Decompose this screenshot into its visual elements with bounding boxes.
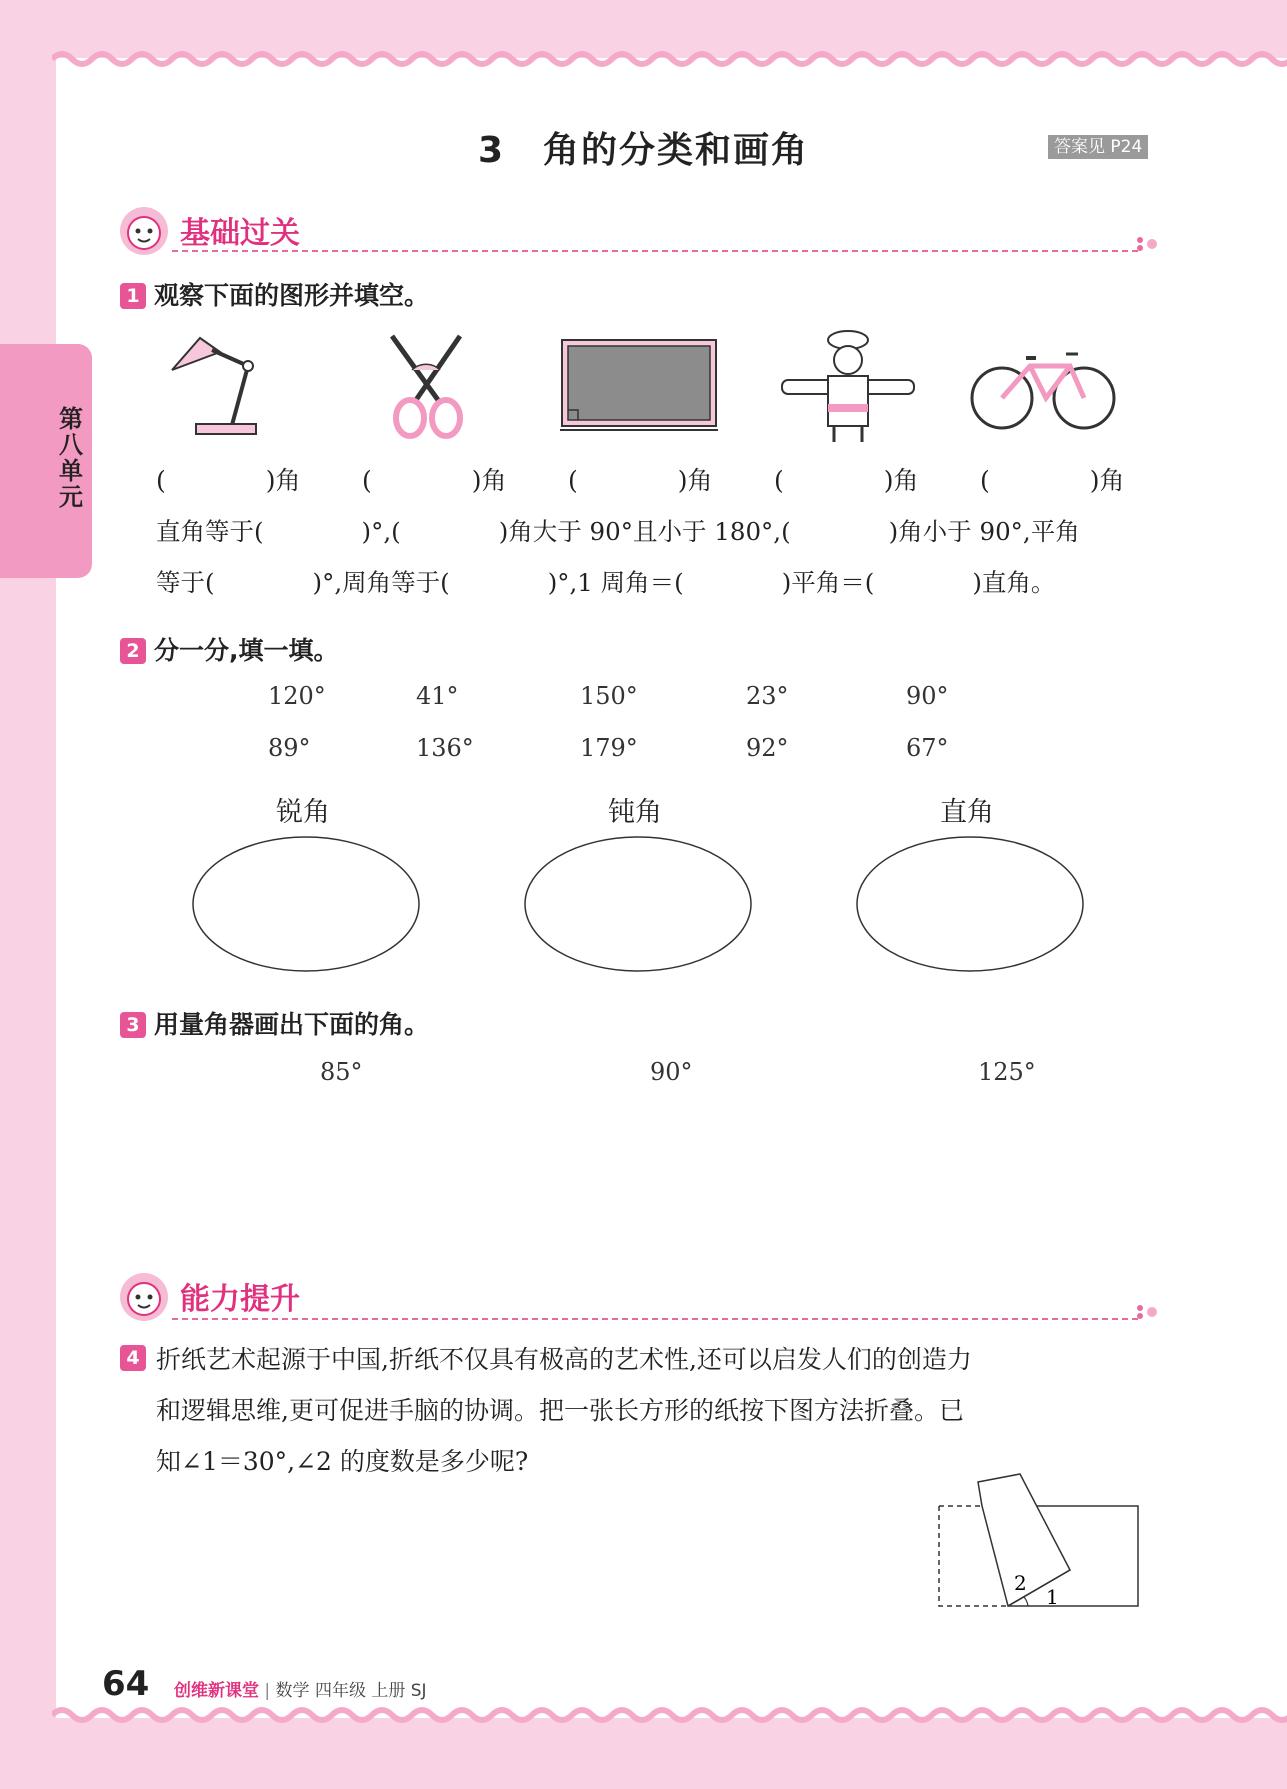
dots-icon bbox=[1136, 1304, 1160, 1320]
angle-value: 150° bbox=[580, 682, 638, 710]
question-3-prompt bbox=[120, 1005, 429, 1041]
draw-angle-value: 90° bbox=[650, 1058, 693, 1086]
q4-line-1: 折纸艺术起源于中国,折纸不仅具有极高的艺术性,还可以启发人们的创造力 bbox=[156, 1345, 972, 1374]
section-title-advanced: 能力提升 bbox=[180, 1282, 300, 1317]
scissors-image bbox=[378, 330, 478, 440]
blank-label-1: ( )角 bbox=[156, 466, 301, 495]
traffic-police-image bbox=[774, 326, 922, 444]
question-number: 2 bbox=[120, 638, 146, 664]
angle-value: 179° bbox=[580, 734, 638, 762]
dots-icon bbox=[1136, 236, 1160, 252]
angle-2-label: 2 bbox=[1014, 1571, 1027, 1595]
unit-side-tab bbox=[0, 344, 92, 578]
question-text: 用量角器画出下面的角。 bbox=[154, 1010, 430, 1039]
blank-label-5: ( )角 bbox=[980, 466, 1125, 495]
angle-value: 89° bbox=[268, 734, 311, 762]
unit-label: 第八单元 bbox=[59, 405, 83, 511]
section-title-basic: 基础过关 bbox=[180, 216, 300, 251]
angle-value: 136° bbox=[416, 734, 474, 762]
draw-angle-value: 85° bbox=[320, 1058, 363, 1086]
desk-lamp-image bbox=[160, 330, 270, 440]
angle-value: 67° bbox=[906, 734, 949, 762]
q4-line-2: 和逻辑思维,更可促进手脑的协调。把一张长方形的纸按下图方法折叠。已 bbox=[156, 1396, 964, 1425]
answer-oval-right[interactable] bbox=[854, 834, 1086, 974]
footer-brand: 创维新课堂 bbox=[174, 1681, 259, 1701]
wavy-border-top bbox=[52, 44, 1287, 74]
question-number: 4 bbox=[120, 1345, 146, 1371]
question-1-prompt bbox=[120, 276, 429, 312]
angle-value: 41° bbox=[416, 682, 459, 710]
question-text: 分一分,填一填。 bbox=[154, 636, 339, 665]
group-label-acute: 锐角 bbox=[276, 797, 330, 828]
angle-value: 92° bbox=[746, 734, 789, 762]
answer-oval-obtuse[interactable] bbox=[522, 834, 754, 974]
group-label-right: 直角 bbox=[940, 797, 994, 828]
q1-line-2: 等于( )°,周角等于( )°,1 周角＝( )平角＝( )直角。 bbox=[156, 568, 1056, 597]
q4-line-3: 知∠1＝30°,∠2 的度数是多少呢? bbox=[156, 1447, 529, 1476]
mascot-icon bbox=[118, 205, 170, 257]
blank-label-2: ( )角 bbox=[362, 466, 507, 495]
draw-angle-value: 125° bbox=[978, 1058, 1036, 1086]
answer-oval-acute[interactable] bbox=[190, 834, 422, 974]
page-title: 3 角的分类和画角 bbox=[477, 130, 810, 171]
group-label-obtuse: 钝角 bbox=[608, 797, 662, 828]
section-divider bbox=[172, 250, 1138, 252]
angle-value: 90° bbox=[906, 682, 949, 710]
angle-value: 120° bbox=[268, 682, 326, 710]
section-divider bbox=[172, 1318, 1138, 1320]
question-text: 观察下面的图形并填空。 bbox=[154, 281, 430, 310]
footer-details: 数学 四年级 上册 SJ bbox=[275, 1681, 427, 1701]
footer-info: 创维新课堂 | 数学 四年级 上册 SJ bbox=[174, 1681, 427, 1701]
folded-paper-figure bbox=[936, 1472, 1142, 1610]
wavy-border-bottom bbox=[52, 1700, 1287, 1730]
answer-reference-badge: 答案见 P24 bbox=[1048, 135, 1148, 159]
question-number: 1 bbox=[120, 283, 146, 309]
blank-label-4: ( )角 bbox=[774, 466, 919, 495]
page-number: 64 bbox=[102, 1664, 150, 1704]
question-4-number bbox=[120, 1345, 154, 1371]
angle-value: 23° bbox=[746, 682, 789, 710]
question-number: 3 bbox=[120, 1012, 146, 1038]
angle-1-label: 1 bbox=[1046, 1585, 1059, 1609]
question-2-prompt bbox=[120, 631, 339, 667]
bicycle-image bbox=[970, 336, 1118, 436]
blackboard-image bbox=[560, 338, 718, 432]
q1-line-1: 直角等于( )°,( )角大于 90°且小于 180°,( )角小于 90°,平角 bbox=[156, 517, 1080, 546]
blank-label-3: ( )角 bbox=[568, 466, 713, 495]
mascot-icon bbox=[118, 1271, 170, 1323]
